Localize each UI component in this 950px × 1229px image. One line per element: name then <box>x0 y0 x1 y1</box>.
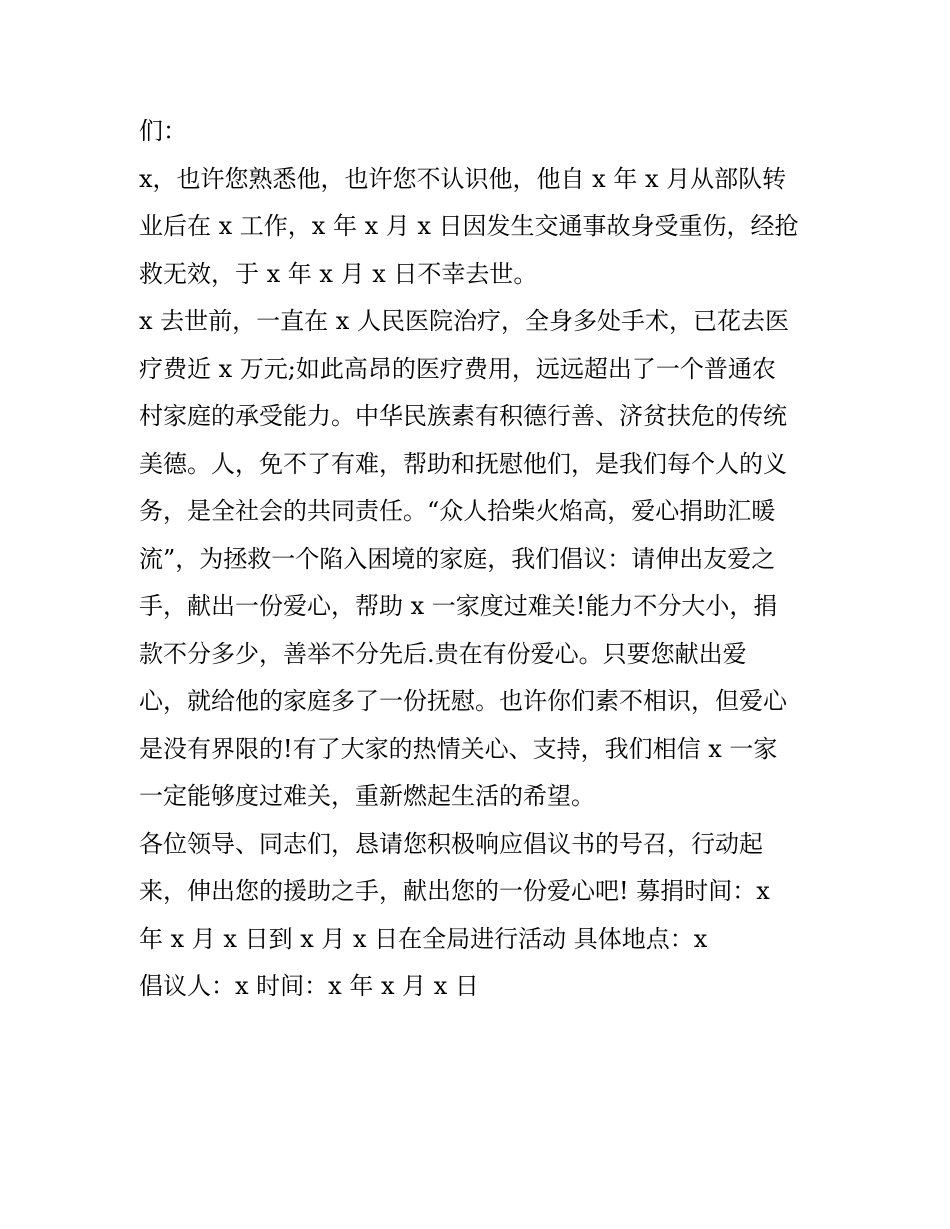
text-line: x，也许您熟悉他，也许您不认识他，他自 x 年 x 月从部队转 <box>139 164 787 193</box>
text-line: 流”，为拯救一个陷入困境的家庭，我们倡议：请伸出友爱之 <box>139 544 776 573</box>
text-line: 一定能够度过难关，重新燃起生活的希望。 <box>139 782 595 810</box>
text-line: 美德。人，免不了有难，帮助和抚慰他们，是我们每个人的义 <box>139 449 787 478</box>
text-line: 心，就给他的家庭多了一份抚慰。也许你们素不相识，但爱心 <box>139 687 787 715</box>
body-text <box>139 108 829 1011</box>
text-line: 村家庭的承受能力。中华民族素有积德行善、济贫扶危的传统 <box>139 402 787 430</box>
text-line: 疗费近 x 万元;如此高昂的医疗费用，远远超出了一个普通农 <box>139 354 776 383</box>
text-line: 手，献出一份爱心，帮助 x 一家度过难关!能力不分大小，捐 <box>139 592 778 620</box>
text-line: 各位领导、同志们，恳请您积极响应倡议书的号召，行动起 <box>139 829 763 858</box>
text-line: 务，是全社会的共同责任。“众人拾柴火焰高，爱心捐助汇暖 <box>139 497 776 525</box>
text-line: 救无效，于 x 年 x 月 x 日不幸去世。 <box>139 259 538 288</box>
text-line: 款不分多少，善举不分先后.贵在有份爱心。只要您献出爱 <box>139 639 747 668</box>
text-line: 倡议人：x 时间：x 年 x 月 x 日 <box>139 972 479 1000</box>
text-line: 年 x 月 x 日到 x 月 x 日在全局进行活动 具体地点：x <box>139 924 708 953</box>
text-line: x 去世前，一直在 x 人民医院治疗，全身多处手术，已花去医 <box>139 307 789 335</box>
text-line: 是没有界限的!有了大家的热情关心、支持，我们相信 x 一家 <box>139 734 778 763</box>
text-line: 来，伸出您的援助之手，献出您的一份爱心吧! 募捐时间：x <box>139 877 770 905</box>
text-line: 业后在 x 工作，x 年 x 月 x 日因发生交通事故身受重伤，经抢 <box>139 212 799 240</box>
text-line: 们： <box>139 117 187 145</box>
